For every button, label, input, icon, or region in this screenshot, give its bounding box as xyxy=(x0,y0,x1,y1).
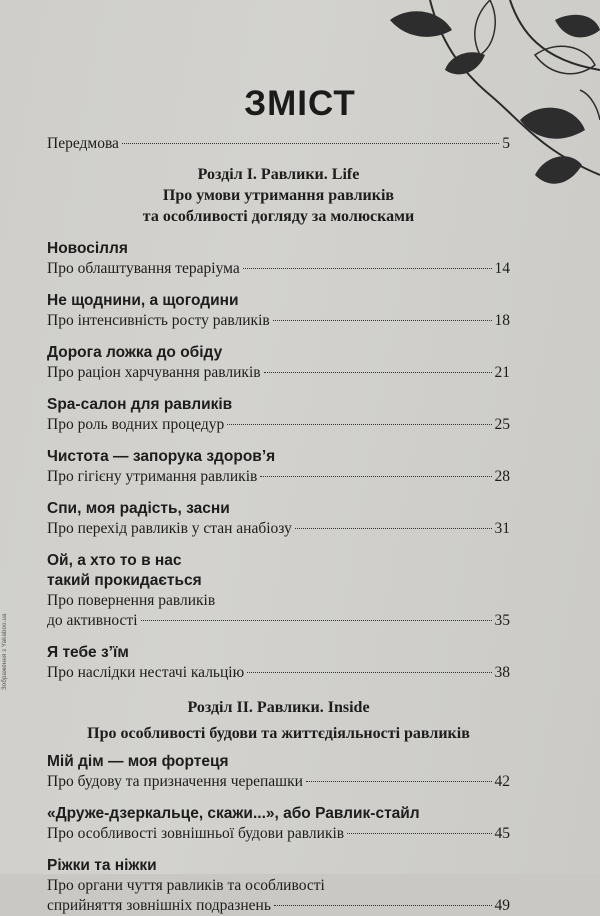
toc-row-text: Про наслідки нестачі кальцію xyxy=(47,664,245,681)
dot-leader xyxy=(227,424,491,425)
dot-leader xyxy=(243,268,492,269)
chapter-title[interactable]: Спи, моя радість, засни xyxy=(47,500,230,517)
dot-leader xyxy=(274,905,492,906)
chapter-title[interactable]: Я тебе з’їм xyxy=(47,644,129,661)
toc-row-text: Про будову та призначення черепашки xyxy=(47,773,303,790)
toc-row-text: Про облаштування тераріума xyxy=(47,260,240,277)
toc-entry xyxy=(47,291,510,331)
toc-row[interactable] xyxy=(47,363,510,383)
toc-entry xyxy=(47,551,510,631)
chapter-title[interactable]: Ой, а хто то в нас xyxy=(47,552,182,569)
toc-page-number: 21 xyxy=(494,364,510,381)
toc-page-number: 42 xyxy=(494,773,510,790)
toc-page-number: 28 xyxy=(494,468,510,485)
chapter-title[interactable]: Чистота — запорука здоров’я xyxy=(47,448,276,465)
chapter-title[interactable]: Не щоднини, а щогодини xyxy=(47,292,239,309)
toc-entry xyxy=(47,804,510,844)
toc-page-number: 35 xyxy=(494,612,510,629)
toc-page-number: 45 xyxy=(494,825,510,842)
side-note: Зображення з Yakaboo.ua xyxy=(2,613,8,690)
toc-row[interactable] xyxy=(47,611,510,631)
toc-entry xyxy=(47,643,510,683)
toc-row[interactable] xyxy=(47,519,510,539)
toc-row[interactable] xyxy=(47,467,510,487)
toc-page-number: 5 xyxy=(502,135,510,152)
dot-leader xyxy=(247,672,491,673)
toc-page-number: 14 xyxy=(494,260,510,277)
toc-row-text: Про органи чуття равликів та особливості xyxy=(47,877,325,894)
toc-page-number: 31 xyxy=(494,520,510,537)
toc-row[interactable] xyxy=(47,259,510,279)
dot-leader xyxy=(295,528,492,529)
toc-page-number: 38 xyxy=(494,664,510,681)
section-header-2 xyxy=(47,697,510,744)
dot-leader xyxy=(260,476,491,477)
section-title: Розділ І. Равлики. Life xyxy=(197,166,360,183)
section-subtitle: Про особливості будови та життєдіяльності равликів xyxy=(87,725,470,742)
toc-entry xyxy=(47,752,510,792)
toc-entry xyxy=(47,239,510,279)
toc-entry xyxy=(47,343,510,383)
toc-row-text: Про роль водних процедур xyxy=(47,416,225,433)
chapter-title[interactable]: Ріжки та ніжки xyxy=(47,857,157,874)
toc-entry xyxy=(47,395,510,435)
toc-entry xyxy=(47,499,510,539)
toc-row[interactable] xyxy=(47,415,510,435)
toc-page-number: 18 xyxy=(494,312,510,329)
toc-page-number: 25 xyxy=(494,416,510,433)
section-header-1 xyxy=(47,164,510,227)
toc-row-text: Про повернення равликів xyxy=(47,592,216,609)
chapter-title[interactable]: Spa-салон для равликів xyxy=(47,396,233,413)
dot-leader xyxy=(264,372,492,373)
toc-row-text: Про раціон харчування равликів xyxy=(47,364,261,381)
chapter-title-cont[interactable]: такий прокидається xyxy=(47,572,202,589)
section-title: Розділ ІІ. Равлики. Inside xyxy=(187,699,370,716)
toc-row-text: Про гігієну утримання равликів xyxy=(47,468,258,485)
toc-row[interactable] xyxy=(47,663,510,683)
table-of-contents xyxy=(47,134,510,916)
toc-row[interactable] xyxy=(47,824,510,844)
toc-row-text: Про особливості зовнішньої будови равликів xyxy=(47,825,345,842)
toc-entry xyxy=(47,447,510,487)
toc-row[interactable] xyxy=(47,311,510,331)
toc-row[interactable] xyxy=(47,772,510,792)
toc-row-text: до активності xyxy=(47,612,138,629)
dot-leader xyxy=(141,620,492,621)
chapter-title[interactable]: «Друже-дзеркальце, скажи...», або Равлик-стайл xyxy=(47,805,420,822)
toc-row-text: Про інтенсивність росту равликів xyxy=(47,312,270,329)
toc-row[interactable] xyxy=(47,896,510,916)
chapter-title[interactable]: Мій дім — моя фортеця xyxy=(47,753,229,770)
toc-row-text: сприйняття зовнішніх подразнень xyxy=(47,897,271,914)
toc-row-text: Про перехід равликів у стан анабіозу xyxy=(47,520,292,537)
dot-leader xyxy=(273,320,492,321)
toc-entry xyxy=(47,856,510,916)
dot-leader xyxy=(122,143,499,144)
section-subtitle: Про умови утримання равликів xyxy=(162,187,395,204)
toc-row-text: Передмова xyxy=(47,135,119,152)
toc-page-number: 49 xyxy=(494,897,510,914)
chapter-title[interactable]: Дорога ложка до обіду xyxy=(47,344,223,361)
toc-row-foreword[interactable] xyxy=(47,134,510,154)
dot-leader xyxy=(306,781,492,782)
page-title: ЗМІСТ xyxy=(244,84,356,123)
section-subtitle: та особливості догляду за молюсками xyxy=(142,208,415,225)
dot-leader xyxy=(347,833,491,834)
chapter-title[interactable]: Новосілля xyxy=(47,240,128,257)
